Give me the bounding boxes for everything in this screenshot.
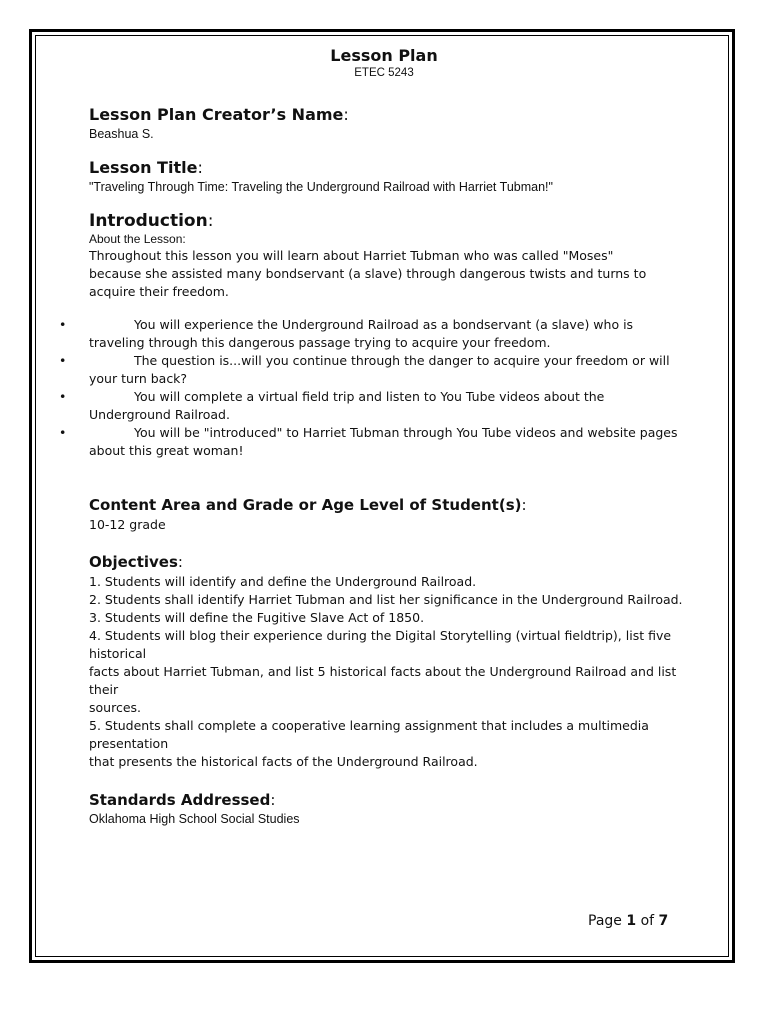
lesson-title-value: "Traveling Through Time: Traveling the Underground Railroad with Harriet Tubman!" <box>89 180 553 194</box>
list-item: • You will complete a virtual field trip and listen to You Tube videos about the Underground Railroad. <box>59 389 605 422</box>
bullet-icon: • <box>59 317 67 332</box>
creator-section <box>89 104 699 143</box>
page-number: Page 1 of 7 <box>588 913 669 929</box>
about-lesson-label: About the Lesson: <box>89 232 186 246</box>
objective-line: 5. Students shall complete a cooperative learning assignment that includes a multimedia presentation <box>89 718 649 751</box>
objective-line: 3. Students will define the Fugitive Slave Act of 1850. <box>89 610 425 625</box>
introduction-heading: Introduction: <box>89 211 214 231</box>
objectives-section <box>89 551 699 771</box>
objective-line: that presents the historical facts of the Underground Railroad. <box>89 754 478 769</box>
creator-heading: Lesson Plan Creator’s Name: <box>89 105 349 124</box>
objective-line: sources. <box>89 700 141 715</box>
introduction-section <box>59 210 699 460</box>
creator-name: Beashua S. <box>89 127 154 141</box>
standards-value: Oklahoma High School Social Studies <box>89 812 300 826</box>
lesson-title-section <box>89 157 699 196</box>
content-area-value: 10-12 grade <box>89 517 166 532</box>
bullet-icon: • <box>59 389 67 404</box>
list-item: • The question is...will you continue through the danger to acquire your freedom or will your turn back? <box>59 353 670 386</box>
objectives-list <box>89 573 699 771</box>
content-area-section <box>89 494 699 534</box>
objective-line: 2. Students shall identify Harriet Tubman and list her significance in the Underground Railroad. <box>89 592 683 607</box>
standards-heading: Standards Addressed: <box>89 791 276 809</box>
content-area-heading: Content Area and Grade or Age Level of Student(s): <box>89 496 527 514</box>
document-body <box>59 104 699 828</box>
objective-line: 4. Students will blog their experience during the Digital Storytelling (virtual fieldtrip), list five historical <box>89 628 672 661</box>
bullet-icon: • <box>59 353 67 368</box>
objectives-heading: Objectives: <box>89 553 183 571</box>
introduction-paragraph: Throughout this lesson you will learn about Harriet Tubman who was called "Moses" because she assisted many bondservant (a slave) through dangerous twists and turns to acquire their freedom. <box>89 248 647 299</box>
lesson-title-heading: Lesson Title: <box>89 158 203 177</box>
list-item: • You will experience the Underground Railroad as a bondservant (a slave) who is traveling through this dangerous passage trying to acquire your freedom. <box>59 317 634 350</box>
list-item: • You will be "introduced" to Harriet Tubman through You Tube videos and website pages about this great woman! <box>59 425 678 458</box>
bullet-icon: • <box>59 425 67 440</box>
course-code: ETEC 5243 <box>354 67 414 79</box>
standards-section <box>89 789 699 828</box>
objective-line: 1. Students will identify and define the Underground Railroad. <box>89 574 477 589</box>
document-title: Lesson Plan <box>330 46 438 65</box>
objective-line: facts about Harriet Tubman, and list 5 historical facts about the Underground Railroad and list their <box>89 664 677 697</box>
introduction-bullet-list <box>59 316 684 460</box>
